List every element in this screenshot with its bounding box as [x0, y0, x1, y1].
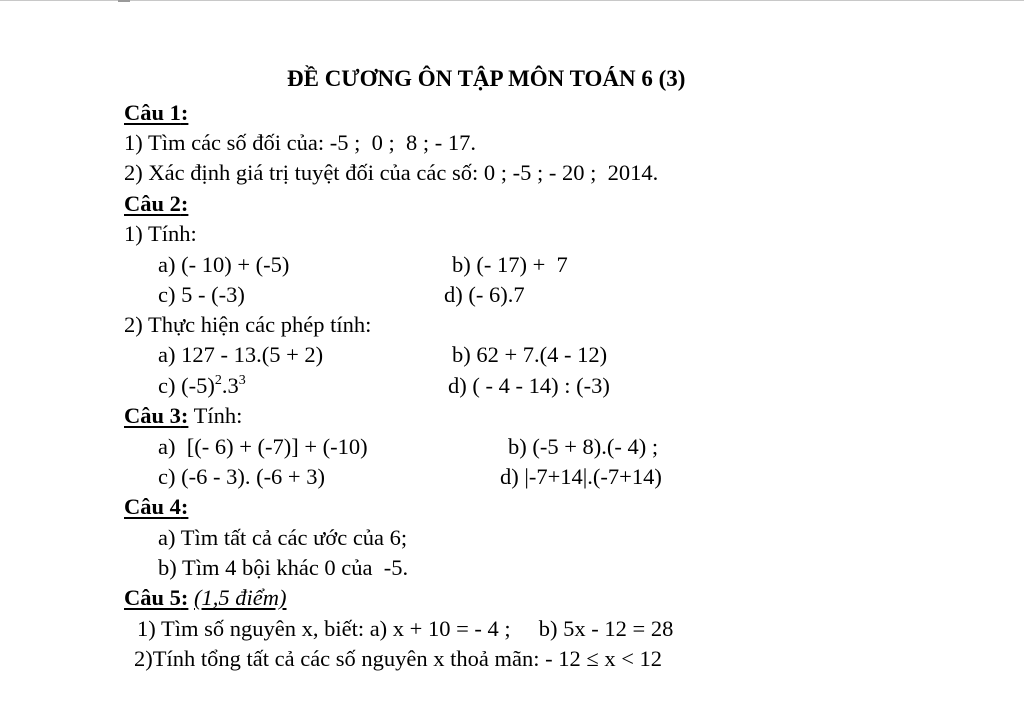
question-4-b: b) Tìm 4 bội khác 0 của -5. [158, 555, 409, 580]
question-2-part-1-title: 1) Tính: [124, 221, 197, 246]
question-3-heading-line [124, 403, 242, 429]
question-2-part-1-a: a) (- 10) + (-5) [158, 252, 290, 277]
question-3-c: c) (-6 - 3). (-6 + 3) [158, 464, 325, 489]
question-5-item-2: 2)Tính tổng tất cả các số nguyên x thoả mãn: - 12 ≤ x < 12 [134, 646, 663, 671]
question-3-b: b) (-5 + 8).(- 4) ; [508, 434, 659, 459]
question-1-heading: Câu 1 [124, 100, 181, 125]
question-2-part-2-c-base: c) (-5) [158, 373, 215, 398]
question-1-item-1: 1) Tìm các số đối của: -5 ; 0 ; 8 ; - 17. [124, 130, 477, 155]
question-2-part-2-a: a) 127 - 13.(5 + 2) [158, 342, 324, 367]
question-2-part-2-b: b) 62 + 7.(4 - 12) [452, 342, 608, 367]
question-2-part-1-c: c) 5 - (-3) [158, 282, 245, 307]
question-1-item-2: 2) Xác định giá trị tuyệt đối của các số: 0 ; -5 ; - 20 ; 2014. [124, 160, 659, 185]
question-3-colon: : [180, 403, 189, 428]
question-2-part-2-c [158, 373, 246, 399]
question-5-colon: : [180, 585, 189, 610]
question-3-a: a) [(- 6) + (-7)] + (-10) [158, 434, 368, 459]
question-2-part-2-c-mid: .3 [221, 373, 239, 398]
question-4-a: a) Tìm tất cả các ước của 6; [158, 525, 408, 550]
ruler-mark [118, 0, 130, 2]
question-2-part-1-d: d) (- 6).7 [444, 282, 525, 307]
question-2-heading-line [124, 191, 188, 217]
question-2-heading: Câu 2 [124, 191, 181, 216]
question-5-item-1: 1) Tìm số nguyên x, biết: a) x + 10 = - 4 ; b) 5x - 12 = 28 [137, 616, 674, 641]
question-2-colon: : [180, 191, 189, 216]
question-2-part-2-c-exponent-2: 3 [238, 373, 246, 388]
page-title: ĐỀ CƯƠNG ÔN TẬP MÔN TOÁN 6 (3) [287, 66, 686, 91]
question-3-d: d) |-7+14|.(-7+14) [500, 464, 662, 489]
question-2-part-2-c-exponent-1: 2 [214, 373, 222, 388]
question-1-heading-line [124, 100, 188, 126]
page-top-border [0, 0, 1024, 1]
question-4-heading: Câu 4 [124, 494, 181, 519]
question-5-points: (1,5 điểm) [194, 585, 287, 610]
question-2-part-2-d: d) ( - 4 - 14) : (-3) [448, 373, 610, 398]
question-3-heading: Câu 3 [124, 403, 181, 428]
question-5-heading: Câu 5 [124, 585, 181, 610]
question-2-part-2-title: 2) Thực hiện các phép tính: [124, 312, 372, 337]
question-4-heading-line [124, 494, 188, 520]
question-2-part-1-b: b) (- 17) + 7 [452, 252, 568, 277]
question-5-heading-line [124, 585, 287, 611]
question-3-suffix: Tính: [188, 403, 243, 428]
question-1-colon: : [180, 100, 189, 125]
question-4-colon: : [180, 494, 189, 519]
